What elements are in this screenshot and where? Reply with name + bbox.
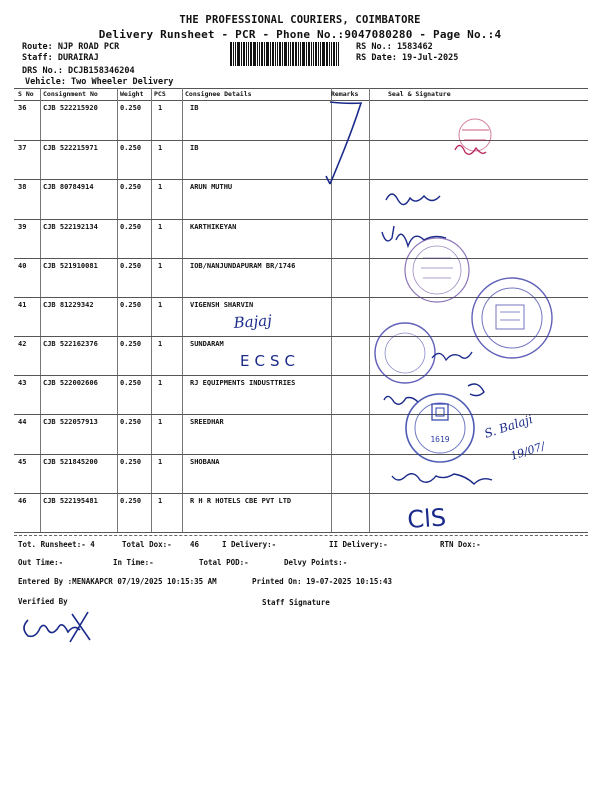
cell-sno: 39	[18, 223, 27, 231]
cell-pcs: 1	[158, 223, 163, 231]
total-pod: Total POD:-	[199, 558, 249, 567]
out-time: Out Time:-	[18, 558, 64, 567]
col-header-sno: S No	[18, 90, 34, 98]
route-label: Route: NJP ROAD PCR	[22, 42, 120, 52]
allianz-stamp	[472, 278, 552, 358]
entered-by: Entered By :MENAKAPCR 07/19/2025 10:15:35 AM	[18, 577, 217, 586]
cell-consignment: CJB 521845200	[43, 458, 98, 466]
rtn-dox: RTN Dox:-	[440, 540, 481, 549]
drs-number: DRS No.: DCJB158346204	[22, 66, 135, 76]
row39-signature	[382, 226, 446, 246]
cls-handwriting: ClS	[406, 503, 447, 534]
staff-signature-label: Staff Signature	[262, 598, 330, 607]
cell-consignee: KARTHIKEYAN	[190, 223, 237, 231]
cell-weight: 0.250	[120, 223, 142, 231]
cell-weight: 0.250	[120, 144, 142, 152]
cell-consignment: CJB 522002606	[43, 379, 98, 387]
printed-on: Printed On: 19-07-2025 10:15:43	[252, 577, 392, 586]
staff-label: Staff: DURAIRAJ	[22, 53, 99, 63]
iob-stamp	[406, 394, 474, 462]
cell-consignment: CJB 522215920	[43, 104, 98, 112]
cell-consignment: CJB 522215971	[43, 144, 98, 152]
vehicle-label: Vehicle: Two Wheeler Delivery	[25, 77, 174, 87]
col-header-pcs: PCS	[154, 90, 166, 98]
in-time: In Time:-	[113, 558, 154, 567]
delvy-points: Delvy Points:-	[284, 558, 348, 567]
cell-consignee: IB	[190, 144, 199, 152]
cell-consignee: IB	[190, 104, 199, 112]
cell-sno: 45	[18, 458, 27, 466]
iob-code: 1619	[430, 435, 450, 444]
cell-pcs: 1	[158, 144, 163, 152]
cell-weight: 0.250	[120, 104, 142, 112]
runsheet-subtitle: Delivery Runsheet - PCR - Phone No.:9047080280 - Page No.:4	[98, 28, 502, 41]
cell-consignee: R H R HOTELS CBE PVT LTD	[190, 497, 292, 505]
cell-weight: 0.250	[120, 262, 142, 270]
rs-date: RS Date: 19-Jul-2025	[356, 53, 459, 63]
cell-pcs: 1	[158, 104, 163, 112]
cell-consignment: CJB 81229342	[43, 301, 94, 309]
cell-weight: 0.250	[120, 183, 142, 191]
total-dox-value: 46	[190, 540, 200, 549]
cell-pcs: 1	[158, 301, 163, 309]
verified-by-label: Verified By	[18, 597, 68, 606]
cell-consignment: CJB 80784914	[43, 183, 94, 191]
cell-weight: 0.250	[120, 379, 142, 387]
company-title: THE PROFESSIONAL COURIERS, COIMBATORE	[179, 14, 421, 26]
cell-pcs: 1	[158, 458, 163, 466]
cell-consignment: CJB 522195481	[43, 497, 98, 505]
cell-weight: 0.250	[120, 458, 142, 466]
col-header-consignee: Consignee Details	[185, 90, 252, 98]
row44-signature	[384, 396, 418, 404]
row43-signature	[468, 384, 484, 396]
cell-sno: 43	[18, 379, 27, 387]
check-mark	[326, 102, 362, 184]
cell-consignee: IOB/NANJUNDAPURAM BR/1746	[190, 262, 296, 270]
balaji-date: 19/07/	[508, 439, 547, 463]
cell-sno: 44	[18, 418, 27, 426]
cell-sno: 40	[18, 262, 27, 270]
total-dox-label: Total Dox:-	[122, 540, 172, 549]
balaji-signature: S. Balaji	[482, 412, 535, 441]
cell-pcs: 1	[158, 340, 163, 348]
cell-weight: 0.250	[120, 340, 142, 348]
verified-signature	[24, 612, 90, 642]
ecsc-handwriting: ECSC	[240, 352, 300, 370]
cell-sno: 38	[18, 183, 27, 191]
ii-delivery: II Delivery:-	[329, 540, 388, 549]
col-header-weight: Weight	[120, 90, 144, 98]
cell-weight: 0.250	[120, 497, 142, 505]
cell-consignment: CJB 522057913	[43, 418, 98, 426]
tot-runsheet: Tot. Runsheet:- 4	[18, 540, 95, 549]
col-header-consignment: Consignment No	[43, 90, 98, 98]
bank-seal-stamp	[405, 238, 469, 302]
cell-consignee: SUNDARAM	[190, 340, 224, 348]
cell-sno: 37	[18, 144, 27, 152]
cell-pcs: 1	[158, 262, 163, 270]
i-delivery: I Delivery:-	[222, 540, 277, 549]
footer-divider	[14, 535, 588, 536]
cell-consignment: CJB 521910081	[43, 262, 98, 270]
col-header-seal-signature: Seal & Signature	[388, 90, 451, 98]
cell-consignee: SHOBANA	[190, 458, 220, 466]
cell-consignee: SREEDHAR	[190, 418, 224, 426]
cell-consignee: ARUN MUTHU	[190, 183, 233, 191]
cell-pcs: 1	[158, 183, 163, 191]
row45-signature	[392, 474, 492, 484]
cell-sno: 42	[18, 340, 27, 348]
cell-sno: 46	[18, 497, 27, 505]
col-header-remarks: Remarks	[331, 90, 359, 98]
cell-consignment: CJB 522162376	[43, 340, 98, 348]
cell-pcs: 1	[158, 379, 163, 387]
cell-consignment: CJB 522192134	[43, 223, 98, 231]
cell-weight: 0.250	[120, 418, 142, 426]
small-red-stamp	[459, 119, 491, 151]
bajaj-handwriting: Bajaj	[233, 311, 273, 332]
cell-consignee: VIGENSH SHARVIN	[190, 301, 254, 309]
row38-signature	[386, 194, 440, 205]
cell-pcs: 1	[158, 497, 163, 505]
rs-number: RS No.: 1583462	[356, 42, 433, 52]
cell-consignee: RJ EQUIPMENTS INDUSTTRIES	[190, 379, 296, 387]
cell-pcs: 1	[158, 418, 163, 426]
cell-sno: 36	[18, 104, 27, 112]
row42-signature	[432, 352, 472, 360]
cell-sno: 41	[18, 301, 27, 309]
cell-weight: 0.250	[120, 301, 142, 309]
electro-control-stamp	[375, 323, 435, 383]
